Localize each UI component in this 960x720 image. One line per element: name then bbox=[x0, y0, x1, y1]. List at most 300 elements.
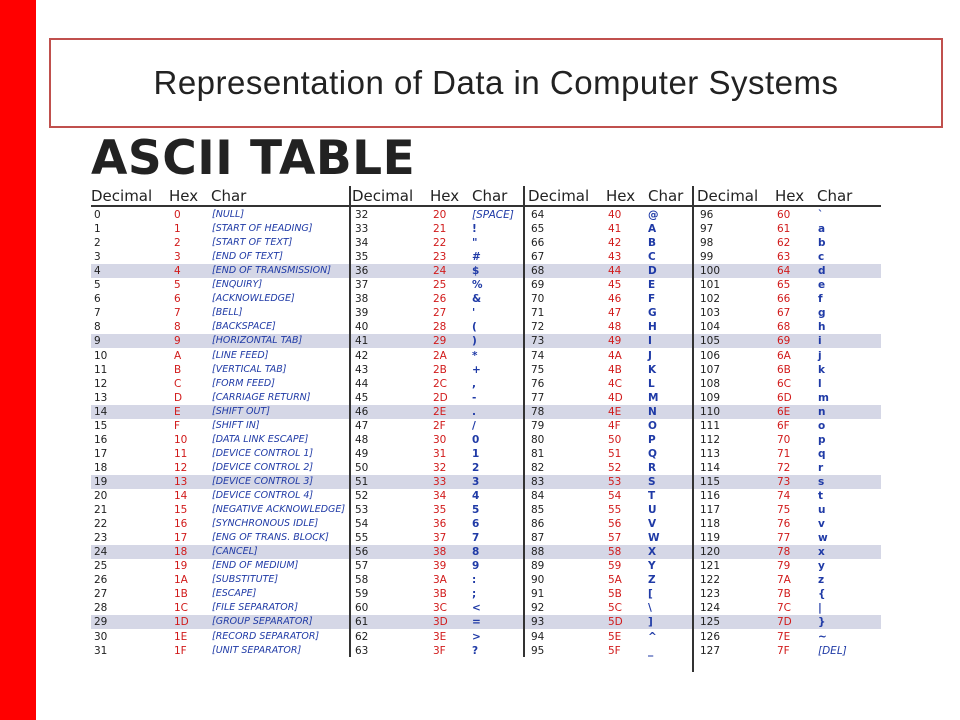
char-cell: E bbox=[648, 279, 656, 292]
hex-cell: 27 bbox=[433, 307, 447, 320]
decimal-cell: 98 bbox=[700, 237, 714, 250]
decimal-cell: 8 bbox=[94, 321, 101, 334]
hex-cell: 62 bbox=[777, 237, 791, 250]
hex-cell: 7B bbox=[777, 588, 791, 601]
decimal-cell: 68 bbox=[531, 265, 545, 278]
hex-cell: 17 bbox=[174, 532, 188, 545]
char-cell: [FILE SEPARATOR] bbox=[212, 602, 299, 614]
char-cell: [NEGATIVE ACKNOWLEDGE] bbox=[212, 504, 346, 516]
hex-cell: 46 bbox=[608, 293, 622, 306]
char-cell: | bbox=[818, 602, 822, 615]
hex-cell: 21 bbox=[433, 223, 447, 236]
hex-cell: 54 bbox=[608, 490, 622, 502]
hex-cell: 60 bbox=[777, 209, 791, 221]
hex-cell: 32 bbox=[433, 461, 447, 474]
shaded-row bbox=[91, 545, 881, 559]
decimal-cell: 10 bbox=[94, 349, 108, 362]
hex-cell: 37 bbox=[433, 532, 447, 545]
decimal-cell: 28 bbox=[94, 602, 108, 615]
hex-cell: 2 bbox=[174, 237, 181, 250]
decimal-cell: 6 bbox=[94, 293, 101, 306]
char-cell: [ACKNOWLEDGE] bbox=[212, 293, 295, 305]
decimal-cell: 52 bbox=[355, 490, 369, 502]
hex-cell: 4D bbox=[608, 391, 623, 404]
char-cell: K bbox=[648, 363, 657, 376]
decimal-cell: 96 bbox=[700, 209, 714, 221]
char-cell: F bbox=[648, 293, 656, 306]
char-cell: V bbox=[648, 518, 657, 531]
decimal-cell: 89 bbox=[531, 560, 545, 573]
decimal-cell: 42 bbox=[355, 349, 369, 362]
char-cell: 4 bbox=[472, 490, 480, 502]
char-cell: B bbox=[648, 237, 657, 250]
decimal-cell: 38 bbox=[355, 293, 369, 306]
char-cell: b bbox=[818, 237, 826, 250]
char-cell: ` bbox=[818, 209, 824, 221]
shaded-row bbox=[91, 264, 881, 278]
hex-cell: 25 bbox=[433, 279, 447, 292]
char-cell: [DEVICE CONTROL 4] bbox=[212, 490, 314, 501]
decimal-cell: 110 bbox=[700, 405, 721, 418]
hex-cell: 22 bbox=[433, 237, 447, 250]
decimal-cell: 90 bbox=[531, 574, 545, 587]
decimal-cell: 86 bbox=[531, 518, 545, 531]
hex-cell: 43 bbox=[608, 251, 622, 264]
header-char: Char bbox=[472, 187, 508, 205]
hex-cell: 1A bbox=[174, 574, 188, 587]
decimal-cell: 76 bbox=[531, 377, 545, 390]
hex-cell: 58 bbox=[608, 546, 622, 559]
char-cell: [DEVICE CONTROL 2] bbox=[212, 461, 314, 473]
decimal-cell: 82 bbox=[531, 461, 545, 474]
hex-cell: 5B bbox=[608, 588, 622, 601]
char-cell: H bbox=[648, 321, 657, 334]
hex-cell: 4B bbox=[608, 363, 622, 376]
decimal-cell: 62 bbox=[355, 630, 369, 643]
hex-cell: 9 bbox=[174, 335, 181, 348]
char-cell: ( bbox=[472, 321, 477, 334]
hex-cell: 7D bbox=[777, 616, 792, 629]
hex-cell: D bbox=[174, 391, 183, 404]
char-cell: [SHIFT OUT] bbox=[212, 405, 270, 417]
char-cell: [END OF MEDIUM] bbox=[212, 560, 299, 572]
decimal-cell: 67 bbox=[531, 251, 545, 264]
char-cell: p bbox=[818, 433, 826, 446]
char-cell: [ENG OF TRANS. BLOCK] bbox=[212, 532, 329, 544]
decimal-cell: 124 bbox=[700, 602, 721, 615]
hex-cell: 61 bbox=[777, 223, 791, 236]
hex-cell: 63 bbox=[777, 251, 791, 264]
decimal-cell: 59 bbox=[355, 588, 369, 601]
hex-cell: 2A bbox=[433, 349, 447, 362]
hex-cell: 38 bbox=[433, 546, 447, 559]
char-cell: ! bbox=[472, 223, 477, 236]
char-cell: 5 bbox=[472, 504, 480, 517]
char-cell: N bbox=[648, 405, 657, 418]
hex-cell: 14 bbox=[174, 490, 188, 502]
decimal-cell: 4 bbox=[94, 265, 101, 278]
hex-cell: 69 bbox=[777, 335, 791, 348]
hex-cell: 10 bbox=[174, 433, 188, 446]
decimal-cell: 114 bbox=[700, 461, 721, 474]
decimal-cell: 19 bbox=[94, 475, 108, 488]
decimal-cell: 17 bbox=[94, 447, 108, 460]
decimal-cell: 72 bbox=[531, 321, 545, 334]
shaded-row bbox=[91, 615, 881, 629]
decimal-cell: 70 bbox=[531, 293, 545, 306]
decimal-cell: 71 bbox=[531, 307, 545, 320]
char-cell: Z bbox=[648, 574, 656, 587]
char-cell: X bbox=[648, 546, 657, 559]
hex-cell: 53 bbox=[608, 475, 622, 488]
decimal-cell: 109 bbox=[700, 391, 721, 404]
char-cell: I bbox=[648, 335, 652, 348]
hex-cell: 73 bbox=[777, 475, 791, 488]
decimal-cell: 1 bbox=[94, 223, 101, 236]
decimal-cell: 69 bbox=[531, 279, 545, 292]
char-cell: ? bbox=[472, 644, 479, 657]
decimal-cell: 113 bbox=[700, 447, 721, 460]
char-cell: [SPACE] bbox=[472, 209, 514, 221]
slide-title: Representation of Data in Computer Systems bbox=[153, 64, 839, 101]
char-cell: ; bbox=[472, 588, 477, 601]
char-cell: . bbox=[472, 405, 476, 418]
hex-cell: 34 bbox=[433, 490, 447, 502]
hex-cell: 2B bbox=[433, 363, 447, 376]
decimal-cell: 126 bbox=[700, 630, 721, 643]
char-cell: G bbox=[648, 307, 657, 320]
decimal-cell: 50 bbox=[355, 461, 369, 474]
char-cell: _ bbox=[648, 644, 654, 657]
char-cell: 6 bbox=[472, 518, 480, 531]
decimal-cell: 91 bbox=[531, 588, 545, 601]
hex-cell: 40 bbox=[608, 209, 622, 221]
decimal-cell: 66 bbox=[531, 237, 545, 250]
char-cell: [CANCEL] bbox=[212, 546, 258, 558]
shaded-row bbox=[91, 405, 881, 419]
decimal-cell: 29 bbox=[94, 616, 108, 629]
decimal-cell: 106 bbox=[700, 349, 721, 362]
char-cell: S bbox=[648, 475, 656, 488]
char-cell: [ESCAPE] bbox=[212, 588, 257, 600]
hex-cell: 6F bbox=[777, 419, 790, 432]
shaded-row bbox=[91, 475, 881, 489]
char-cell: " bbox=[472, 237, 478, 250]
char-cell: v bbox=[818, 518, 825, 531]
char-cell: Q bbox=[648, 447, 657, 460]
char-cell: [SYNCHRONOUS IDLE] bbox=[212, 518, 319, 530]
header-char: Char bbox=[648, 187, 684, 205]
header-decimal: Decimal bbox=[352, 187, 414, 205]
hex-cell: 4A bbox=[608, 349, 622, 362]
decimal-cell: 79 bbox=[531, 419, 545, 432]
hex-cell: 7F bbox=[777, 644, 790, 657]
hex-cell: 13 bbox=[174, 475, 188, 488]
char-cell: > bbox=[472, 630, 481, 643]
decimal-cell: 115 bbox=[700, 475, 721, 488]
decimal-cell: 47 bbox=[355, 419, 369, 432]
char-cell: 2 bbox=[472, 461, 480, 474]
decimal-cell: 56 bbox=[355, 546, 369, 559]
hex-cell: 6D bbox=[777, 391, 792, 404]
decimal-cell: 14 bbox=[94, 405, 108, 418]
hex-cell: 19 bbox=[174, 560, 188, 573]
decimal-cell: 104 bbox=[700, 321, 721, 334]
column-separator bbox=[349, 186, 351, 657]
hex-cell: 31 bbox=[433, 447, 447, 460]
hex-cell: 1E bbox=[174, 630, 188, 643]
decimal-cell: 49 bbox=[355, 447, 369, 460]
char-cell: : bbox=[472, 574, 477, 587]
decimal-cell: 83 bbox=[531, 475, 545, 488]
decimal-cell: 123 bbox=[700, 588, 721, 601]
decimal-cell: 107 bbox=[700, 363, 721, 376]
hex-cell: F bbox=[174, 419, 181, 432]
char-cell: 1 bbox=[472, 447, 480, 460]
char-cell: [VERTICAL TAB] bbox=[212, 363, 287, 375]
decimal-cell: 55 bbox=[355, 532, 369, 545]
char-cell: = bbox=[472, 616, 481, 629]
char-cell: [FORM FEED] bbox=[212, 377, 275, 389]
char-cell: O bbox=[648, 419, 657, 432]
char-cell: Y bbox=[648, 560, 656, 573]
hex-cell: 55 bbox=[608, 504, 622, 517]
char-cell: , bbox=[472, 377, 476, 390]
decimal-cell: 127 bbox=[700, 644, 721, 657]
decimal-cell: 102 bbox=[700, 293, 721, 306]
char-cell: i bbox=[818, 335, 822, 348]
decimal-cell: 58 bbox=[355, 574, 369, 587]
hex-cell: 65 bbox=[777, 279, 791, 292]
char-cell: P bbox=[648, 433, 656, 446]
hex-cell: 15 bbox=[174, 504, 188, 517]
decimal-cell: 74 bbox=[531, 349, 545, 362]
hex-cell: 76 bbox=[777, 518, 791, 531]
char-cell: } bbox=[818, 616, 826, 629]
hex-cell: 18 bbox=[174, 546, 188, 559]
hex-cell: 44 bbox=[608, 265, 622, 278]
char-cell: @ bbox=[648, 209, 659, 221]
column-separator bbox=[523, 186, 525, 657]
decimal-cell: 80 bbox=[531, 433, 545, 446]
hex-cell: 30 bbox=[433, 433, 447, 446]
decimal-cell: 73 bbox=[531, 335, 545, 348]
decimal-cell: 95 bbox=[531, 644, 545, 657]
hex-cell: 70 bbox=[777, 433, 791, 446]
hex-cell: 74 bbox=[777, 490, 791, 502]
hex-cell: 57 bbox=[608, 532, 622, 545]
char-cell: c bbox=[818, 251, 825, 264]
decimal-cell: 36 bbox=[355, 265, 369, 278]
hex-cell: 1D bbox=[174, 616, 189, 629]
char-cell: ^ bbox=[648, 630, 657, 643]
decimal-cell: 41 bbox=[355, 335, 369, 348]
char-cell: [ENQUIRY] bbox=[212, 279, 263, 291]
decimal-cell: 44 bbox=[355, 377, 369, 390]
hex-cell: 71 bbox=[777, 447, 791, 460]
char-cell: * bbox=[472, 349, 478, 362]
hex-cell: 7 bbox=[174, 307, 181, 320]
char-cell: x bbox=[818, 546, 825, 559]
hex-cell: 77 bbox=[777, 532, 791, 545]
decimal-cell: 26 bbox=[94, 574, 108, 587]
header-decimal: Decimal bbox=[528, 187, 590, 205]
decimal-cell: 51 bbox=[355, 475, 369, 488]
hex-cell: 5D bbox=[608, 616, 623, 629]
hex-cell: 67 bbox=[777, 307, 791, 320]
hex-cell: 5C bbox=[608, 602, 623, 615]
decimal-cell: 27 bbox=[94, 588, 108, 601]
char-cell: [LINE FEED] bbox=[212, 349, 269, 361]
decimal-cell: 93 bbox=[531, 616, 545, 629]
char-cell: [BACKSPACE] bbox=[212, 321, 276, 333]
decimal-cell: 88 bbox=[531, 546, 545, 559]
decimal-cell: 9 bbox=[94, 335, 101, 348]
hex-cell: 7E bbox=[777, 630, 791, 643]
decimal-cell: 48 bbox=[355, 433, 369, 446]
hex-cell: 3D bbox=[433, 616, 448, 629]
hex-cell: 1F bbox=[174, 644, 187, 657]
char-cell: { bbox=[818, 588, 826, 601]
decimal-cell: 120 bbox=[700, 546, 721, 559]
hex-cell: 48 bbox=[608, 321, 622, 334]
char-cell: n bbox=[818, 405, 826, 418]
hex-cell: 5A bbox=[608, 574, 622, 587]
hex-cell: 51 bbox=[608, 447, 622, 460]
hex-cell: 4 bbox=[174, 265, 181, 278]
decimal-cell: 75 bbox=[531, 363, 545, 376]
decimal-cell: 125 bbox=[700, 616, 721, 629]
char-cell: [DEVICE CONTROL 3] bbox=[212, 475, 314, 487]
decimal-cell: 5 bbox=[94, 279, 101, 292]
decimal-cell: 21 bbox=[94, 504, 108, 517]
header-hex: Hex bbox=[775, 187, 805, 205]
hex-cell: 20 bbox=[433, 209, 447, 221]
decimal-cell: 11 bbox=[94, 363, 108, 376]
left-accent-bar bbox=[0, 0, 36, 720]
decimal-cell: 60 bbox=[355, 602, 369, 615]
hex-cell: 79 bbox=[777, 560, 791, 573]
decimal-cell: 23 bbox=[94, 532, 108, 545]
hex-cell: 1B bbox=[174, 588, 188, 601]
decimal-cell: 101 bbox=[700, 279, 721, 292]
hex-cell: 64 bbox=[777, 265, 791, 278]
hex-cell: 2E bbox=[433, 405, 447, 418]
hex-cell: 16 bbox=[174, 518, 188, 531]
hex-cell: 3F bbox=[433, 644, 446, 657]
char-cell: m bbox=[818, 391, 829, 404]
ascii-table bbox=[91, 186, 881, 672]
hex-cell: 3C bbox=[433, 602, 448, 615]
decimal-cell: 100 bbox=[700, 265, 721, 278]
decimal-cell: 57 bbox=[355, 560, 369, 573]
char-cell: r bbox=[818, 461, 824, 474]
char-cell: [END OF TRANSMISSION] bbox=[212, 265, 331, 277]
char-cell: L bbox=[648, 377, 655, 390]
decimal-cell: 15 bbox=[94, 419, 108, 432]
decimal-cell: 54 bbox=[355, 518, 369, 531]
header-hex: Hex bbox=[606, 187, 636, 205]
decimal-cell: 37 bbox=[355, 279, 369, 292]
hex-cell: 4F bbox=[608, 419, 621, 432]
hex-cell: 47 bbox=[608, 307, 622, 320]
hex-cell: 2D bbox=[433, 391, 448, 404]
char-cell: [START OF HEADING] bbox=[212, 223, 313, 235]
hex-cell: 7C bbox=[777, 602, 792, 615]
char-cell: T bbox=[648, 490, 656, 502]
hex-cell: 26 bbox=[433, 293, 447, 306]
ascii-table-heading: ASCII TABLE bbox=[91, 131, 416, 186]
hex-cell: 23 bbox=[433, 251, 447, 264]
char-cell: [SUBSTITUTE] bbox=[212, 574, 279, 586]
header-decimal: Decimal bbox=[697, 187, 759, 205]
decimal-cell: 43 bbox=[355, 363, 369, 376]
decimal-cell: 30 bbox=[94, 630, 108, 643]
decimal-cell: 78 bbox=[531, 405, 545, 418]
hex-cell: 12 bbox=[174, 461, 188, 474]
hex-cell: 2F bbox=[433, 419, 446, 432]
hex-cell: C bbox=[174, 377, 182, 390]
hex-cell: 72 bbox=[777, 461, 791, 474]
hex-cell: 7A bbox=[777, 574, 791, 587]
char-cell: [GROUP SEPARATOR] bbox=[212, 616, 313, 628]
header-char: Char bbox=[211, 187, 247, 205]
header-hex: Hex bbox=[169, 187, 199, 205]
decimal-cell: 25 bbox=[94, 560, 108, 573]
hex-cell: E bbox=[174, 405, 181, 418]
decimal-cell: 18 bbox=[94, 461, 108, 474]
decimal-cell: 65 bbox=[531, 223, 545, 236]
hex-cell: 3A bbox=[433, 574, 447, 587]
char-cell: h bbox=[818, 321, 826, 334]
hex-cell: 0 bbox=[174, 209, 181, 221]
decimal-cell: 16 bbox=[94, 433, 108, 446]
char-cell: [RECORD SEPARATOR] bbox=[212, 630, 320, 642]
hex-cell: 4E bbox=[608, 405, 622, 418]
char-cell: t bbox=[818, 490, 824, 502]
char-cell: s bbox=[818, 475, 825, 488]
char-cell: j bbox=[818, 349, 822, 362]
hex-cell: 41 bbox=[608, 223, 622, 236]
char-cell: ) bbox=[472, 335, 477, 348]
char-cell: 0 bbox=[472, 433, 480, 446]
char-cell: [NULL] bbox=[212, 209, 245, 220]
hex-cell: 3B bbox=[433, 588, 447, 601]
hex-cell: 42 bbox=[608, 237, 622, 250]
hex-cell: 49 bbox=[608, 335, 622, 348]
decimal-cell: 45 bbox=[355, 391, 369, 404]
hex-cell: 45 bbox=[608, 279, 622, 292]
char-cell: f bbox=[818, 293, 823, 306]
hex-cell: 3E bbox=[433, 630, 447, 643]
decimal-cell: 7 bbox=[94, 307, 101, 320]
hex-cell: 6B bbox=[777, 363, 791, 376]
char-cell: z bbox=[818, 574, 825, 587]
decimal-cell: 22 bbox=[94, 518, 108, 531]
char-cell: 8 bbox=[472, 546, 480, 559]
char-cell: 3 bbox=[472, 475, 480, 488]
char-cell: M bbox=[648, 391, 659, 404]
hex-cell: 2C bbox=[433, 377, 448, 390]
char-cell: q bbox=[818, 447, 826, 460]
char-cell: A bbox=[648, 223, 657, 236]
hex-cell: 5E bbox=[608, 630, 622, 643]
char-cell: C bbox=[648, 251, 656, 264]
hex-cell: 8 bbox=[174, 321, 181, 334]
hex-cell: 33 bbox=[433, 475, 447, 488]
hex-cell: 52 bbox=[608, 461, 622, 474]
decimal-cell: 103 bbox=[700, 307, 721, 320]
